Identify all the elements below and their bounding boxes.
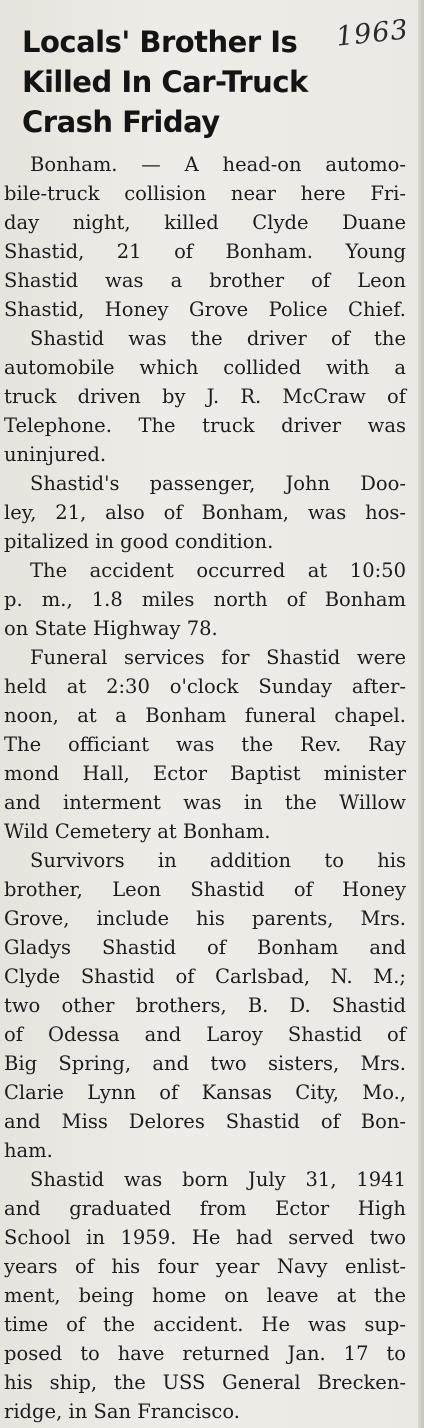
article-line: brother, Leon Shastid of Honey [4,878,406,901]
article-line: Shastid, 21 of Bonham. Young [4,240,406,263]
article-line: ley, 21, also of Bonham, was hos- [4,501,406,524]
article-line: Wild Cemetery at Bonham. [4,820,271,843]
article-line: Shastid's passenger, John Doo- [30,472,406,495]
article-line: Big Spring, and two sisters, Mrs. [4,1052,406,1075]
article-line: truck driven by J. R. McCraw of [4,385,406,408]
article-line: Funeral services for Shastid were [30,646,406,669]
article-line: Grove, include his parents, Mrs. [4,907,406,930]
headline-line: Killed In Car-Truck [22,65,308,99]
article-line: ment, being home on leave at the [4,1284,406,1307]
article-line: Clyde Shastid of Carlsbad, N. M.; [4,965,406,988]
article-line: years of his four year Navy enlist- [4,1255,406,1278]
article-line: The accident occurred at 10:50 [30,559,406,582]
article-line: Survivors in addition to his [30,849,406,872]
article-line: and graduated from Ector High [4,1197,406,1220]
article-line: Gladys Shastid of Bonham and [4,936,406,959]
article-headline [22,22,322,142]
article-line: his ship, the USS General Brecken- [4,1371,406,1394]
article-line: posed to have returned Jan. 17 to [4,1342,406,1365]
article-line: pitalized in good condition. [4,530,274,553]
article-line: Shastid, Honey Grove Police Chief. [4,298,406,321]
handwritten-year-annotation: 1963 [334,14,411,53]
article-line: on State Highway 78. [4,617,218,640]
article-line: Telephone. The truck driver was [4,414,406,437]
article-line: automobile which collided with a [4,356,406,379]
article-line: two other brothers, B. D. Shastid [4,994,406,1017]
article-line: Bonham. — A head-on automo- [30,153,406,176]
article-line: bile-truck collision near here Fri- [4,182,406,205]
article-line: Shastid was born July 31, 1941 [30,1168,406,1191]
article-line: held at 2:30 o'clock Sunday after- [4,675,406,698]
article-line: Shastid was the driver of the [30,327,406,350]
article-line: Clarie Lynn of Kansas City, Mo., [4,1081,406,1104]
article-line: and Miss Delores Shastid of Bon- [4,1110,406,1133]
article-line: ham. [4,1139,53,1162]
article-line: time of the accident. He was sup- [4,1313,406,1336]
article-line: day night, killed Clyde Duane [4,211,406,234]
article-line: ridge, in San Francisco. [4,1400,240,1423]
article-line: p. m., 1.8 miles north of Bonham [4,588,406,611]
article-line: mond Hall, Ector Baptist minister [4,762,406,785]
headline-line: Locals' Brother Is [22,25,298,59]
article-line: of Odessa and Laroy Shastid of [4,1023,406,1046]
headline-line: Crash Friday [22,105,220,139]
clipping-edge [418,0,424,1428]
article-line: and interment was in the Willow [4,791,406,814]
article-line: Shastid was a brother of Leon [4,269,406,292]
article-line: The officiant was the Rev. Ray [4,733,406,756]
article-line: noon, at a Bonham funeral chapel. [4,704,406,727]
article-line: uninjured. [4,443,107,466]
article-line: School in 1959. He had served two [4,1226,406,1249]
